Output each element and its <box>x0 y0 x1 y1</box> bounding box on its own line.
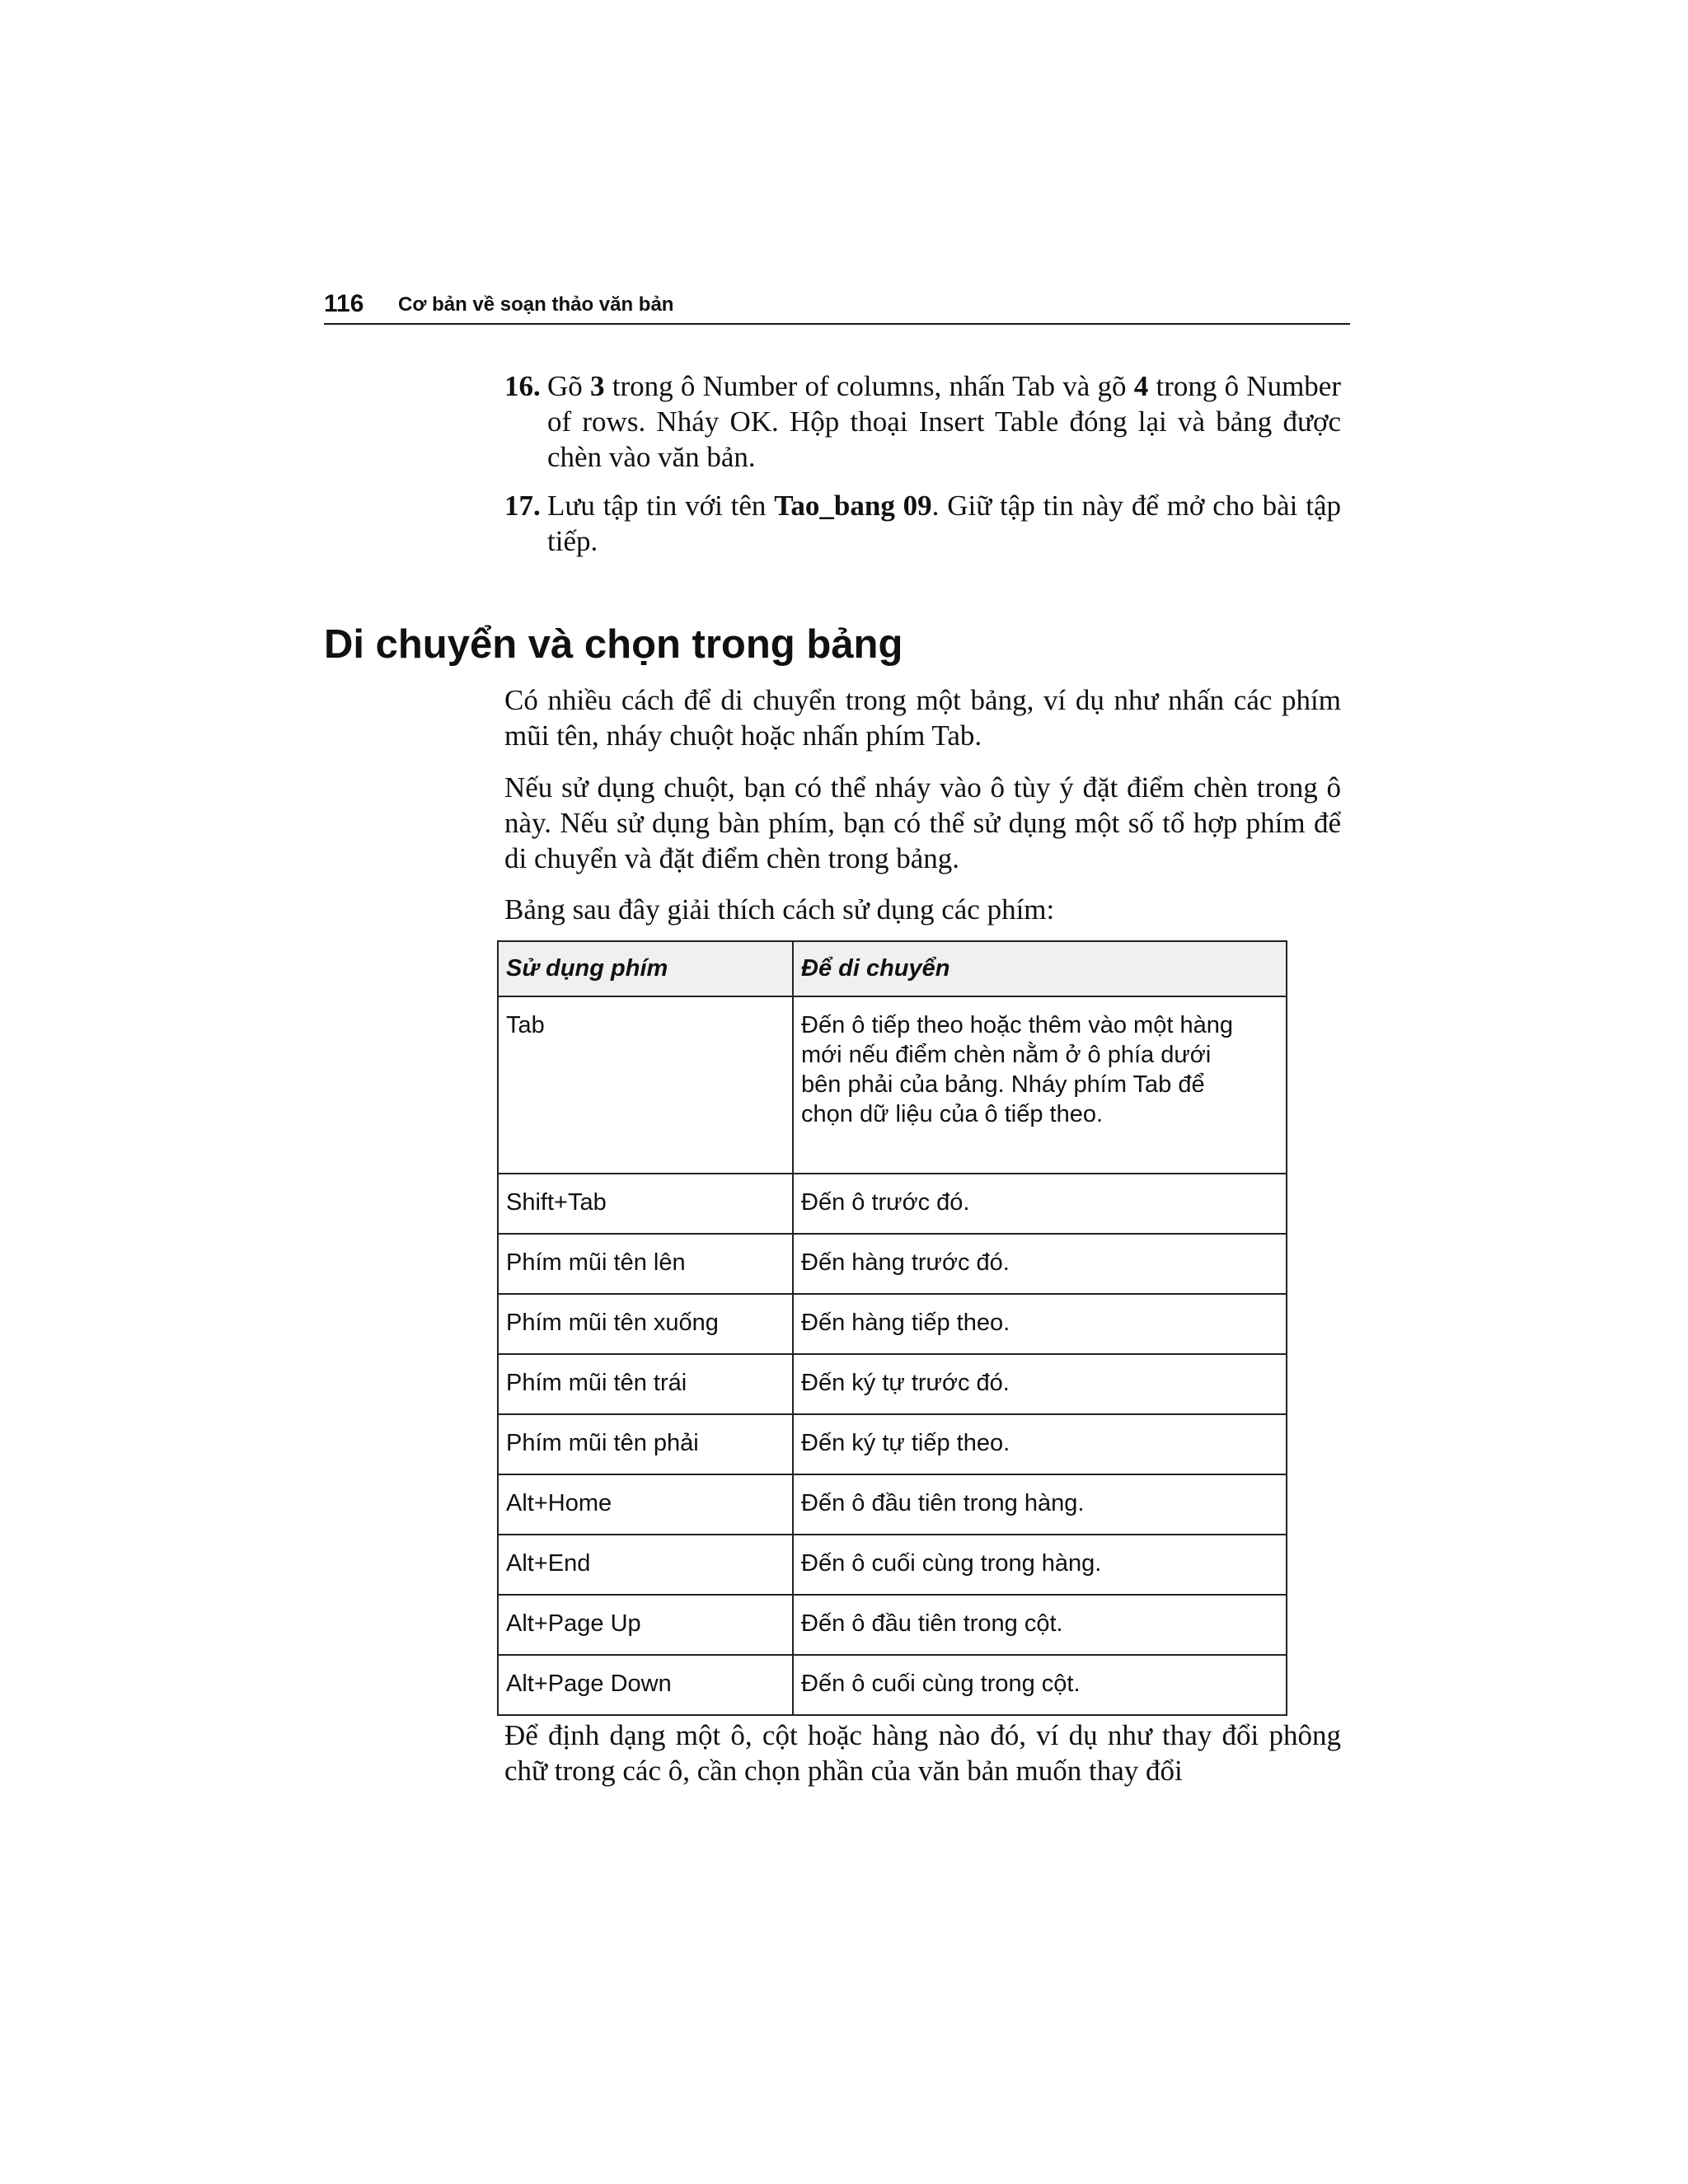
table-row <box>498 1174 1287 1234</box>
step-16 <box>504 368 1341 475</box>
table-row <box>498 1294 1287 1354</box>
table-row <box>498 1414 1287 1474</box>
keys-table <box>497 940 1287 1716</box>
action-cell: Đến hàng trước đó. <box>793 1234 1287 1294</box>
table-row <box>498 1655 1287 1715</box>
paragraph-table-intro: Bảng sau đây giải thích cách sử dụng các phím: <box>504 893 1055 926</box>
key-cell: Alt+Page Down <box>498 1655 793 1715</box>
step-text: Lưu tập tin với tên Tao_bang 09. Giữ tập tin này để mở cho bài tập tiếp. <box>547 490 1341 557</box>
key-cell: Alt+Page Up <box>498 1595 793 1655</box>
running-title: Cơ bản về soạn thảo văn bản <box>398 293 674 316</box>
action-cell: Đến ô đầu tiên trong hàng. <box>793 1474 1287 1535</box>
section-heading: Di chuyển và chọn trong bảng <box>324 622 903 667</box>
table-header-row <box>498 941 1287 996</box>
table-row <box>498 996 1287 1174</box>
action-cell: Đến hàng tiếp theo. <box>793 1294 1287 1354</box>
action-cell: Đến ô cuối cùng trong cột. <box>793 1655 1287 1715</box>
key-cell: Phím mũi tên xuống <box>498 1294 793 1354</box>
action-cell: Đến ô cuối cùng trong hàng. <box>793 1535 1287 1595</box>
key-cell: Alt+End <box>498 1535 793 1595</box>
step-number: 17. <box>504 490 541 522</box>
paragraph-intro: Có nhiều cách để di chuyển trong một bảng, ví dụ như nhấn các phím mũi tên, nháy chuột hoặc nhấn phím Tab. <box>504 684 1341 752</box>
key-cell: Phím mũi tên lên <box>498 1234 793 1294</box>
step-number: 16. <box>504 370 541 402</box>
action-cell: Đến ô đầu tiên trong cột. <box>793 1595 1287 1655</box>
table-row <box>498 1234 1287 1294</box>
paragraph-after-table: Để định dạng một ô, cột hoặc hàng nào đó, ví dụ như thay đổi phông chữ trong các ô, cần chọn phần của văn bản muốn thay đổi <box>504 1719 1341 1787</box>
action-cell: Đến ô trước đó. <box>793 1174 1287 1234</box>
table-row <box>498 1354 1287 1414</box>
key-cell: Phím mũi tên trái <box>498 1354 793 1414</box>
action-cell: Đến ô tiếp theo hoặc thêm vào một hàng mới nếu điểm chèn nằm ở ô phía dưới bên phải của bảng. Nháy phím Tab để chọn dữ liệu của ô tiếp theo. <box>793 996 1287 1174</box>
action-cell: Đến ký tự trước đó. <box>793 1354 1287 1414</box>
running-header <box>324 288 1350 325</box>
table-row <box>498 1474 1287 1535</box>
key-cell: Phím mũi tên phải <box>498 1414 793 1474</box>
page-number: 116 <box>324 290 364 317</box>
key-cell: Alt+Home <box>498 1474 793 1535</box>
key-cell: Shift+Tab <box>498 1174 793 1234</box>
key-cell: Tab <box>498 996 793 1174</box>
paragraph-mouse-keyboard: Nếu sử dụng chuột, bạn có thể nháy vào ô tùy ý đặt điểm chèn trong ô này. Nếu sử dụng bàn phím, bạn có thể sử dụng một số tổ hợp phím để di chuyển và đặt điểm chèn trong bảng. <box>504 771 1341 874</box>
action-cell: Đến ký tự tiếp theo. <box>793 1414 1287 1474</box>
table-row <box>498 1535 1287 1595</box>
table-row <box>498 1595 1287 1655</box>
column-header-action: Để di chuyển <box>793 941 1287 996</box>
column-header-key: Sử dụng phím <box>498 941 793 996</box>
step-17 <box>504 488 1341 559</box>
step-text: Gõ 3 trong ô Number of columns, nhấn Tab và gõ 4 trong ô Number of rows. Nháy OK. Hộp thoại Insert Table đóng lại và bảng được chèn vào văn bản. <box>547 370 1341 473</box>
